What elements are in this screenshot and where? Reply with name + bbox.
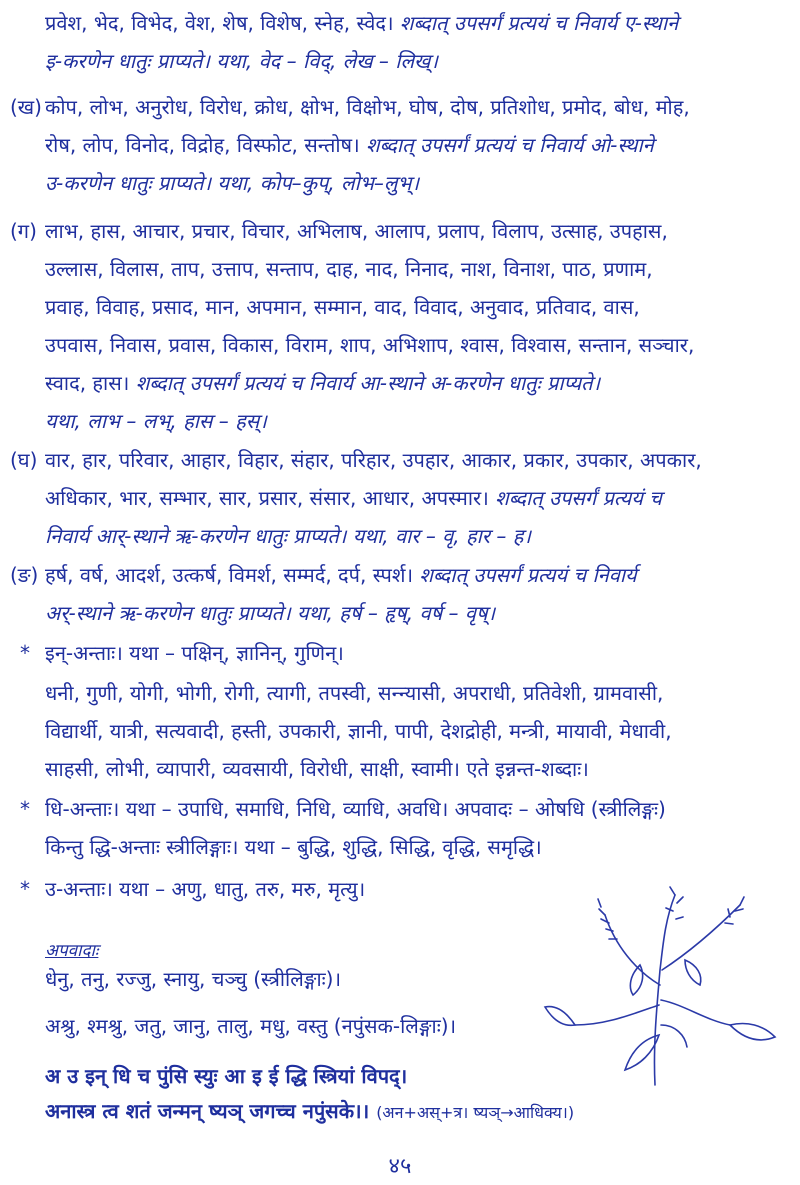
- plain-text: हर्ष, वर्ष, आदर्श, उत्कर्ष, विमर्श, सम्मर्द, दर्प, स्पर्श।: [45, 563, 420, 587]
- italic-text: अर्-स्थाने ऋ-करणेन धातुः प्राप्यते। यथा, हर्ष – हृष्, वर्ष – वृष्।: [45, 601, 496, 625]
- italic-text: शब्दात् उपसर्गं प्रत्ययं च: [495, 486, 662, 510]
- italic-text: शब्दात् उपसर्गं प्रत्ययं च निवार्य ए-स्थाने: [399, 11, 679, 35]
- verse-line-2: [45, 1098, 574, 1126]
- text-line: [45, 218, 668, 244]
- plain-text: प्रवेश, भेद, विभेद, वेश, शेष, विशेष, स्नेह, स्वेद।: [45, 11, 400, 35]
- bullet-star: *: [20, 877, 30, 901]
- exceptions-heading: अपवादाः: [45, 941, 99, 961]
- text-line: [45, 600, 495, 626]
- text-line: [45, 370, 600, 396]
- section-marker: (ख): [10, 95, 42, 119]
- bullet-line: विद्यार्थी, यात्री, सत्यवादी, हस्ती, उपकारी, ज्ञानी, पापी, देशद्रोही, मन्त्री, मायावी, मेधावी,: [45, 719, 672, 743]
- text-line: [45, 256, 653, 282]
- italic-text: शब्दात् उपसर्गं प्रत्ययं च निवार्य: [419, 563, 637, 587]
- verse-note: (अन+अस्+त्र। ष्यञ्→आधिक्य।): [376, 1103, 575, 1122]
- plain-text: वार, हार, परिवार, आहार, विहार, संहार, परिहार, उपहार, आकार, प्रकार, उपकार, अपकार,: [45, 448, 702, 472]
- bullet-line: उ-अन्ताः। यथा – अणु, धातु, तरु, मरु, मृत्यु।: [45, 877, 366, 901]
- text-line: [45, 562, 637, 588]
- text-line: [45, 170, 419, 196]
- plain-text: अधिकार, भार, सम्भार, सार, प्रसार, संसार, आधार, अपस्मार।: [45, 486, 496, 510]
- exception-line-1: धेनु, तनु, रज्जु, स्नायु, चञ्चु (स्त्रीलिङ्गाः)।: [45, 967, 342, 991]
- text-line: [45, 132, 654, 158]
- section-marker: (ङ): [10, 563, 39, 587]
- italic-text: यथा, लाभ – लभ्, हास – हस्।: [45, 409, 267, 433]
- text-line: [45, 94, 690, 120]
- plain-text: स्वाद, हास।: [45, 371, 136, 395]
- tulsi-plant-drawing-icon: [535, 875, 790, 1090]
- plain-text: उपवास, निवास, प्रवास, विकास, विराम, शाप, अभिशाप, श्वास, विश्वास, सन्तान, सञ्चार,: [45, 333, 695, 357]
- plain-text: लाभ, हास, आचार, प्रचार, विचार, अभिलाष, आलाप, प्रलाप, विलाप, उत्साह, उपहास,: [45, 219, 668, 243]
- text-line: [45, 485, 662, 511]
- verse-line-2-text: अनास्त्र त्व शतं जन्मन् ष्यञ् जगच्च नपुंसके।।: [45, 1099, 370, 1123]
- plain-text: कोप, लोभ, अनुरोध, विरोध, क्रोध, क्षोभ, विक्षोभ, घोष, दोष, प्रतिशोध, प्रमोद, बोध, मोह,: [45, 95, 690, 119]
- text-line: [45, 10, 678, 36]
- plain-text: रोष, लोप, विनोद, विद्रोह, विस्फोट, सन्तोष।: [45, 133, 367, 157]
- text-line: [45, 48, 438, 74]
- text-line: [45, 294, 640, 320]
- bullet-line: धि-अन्ताः। यथा – उपाधि, समाधि, निधि, व्याधि, अवधि। अपवादः – ओषधि (स्त्रीलिङ्गः): [45, 797, 666, 821]
- italic-text: उ-करणेन धातुः प्राप्यते। यथा, कोप–कुप्, लोभ–लुभ्।: [45, 171, 420, 195]
- italic-text: शब्दात् उपसर्गं प्रत्ययं च निवार्य ओ-स्थाने: [366, 133, 654, 157]
- plain-text: प्रवाह, विवाह, प्रसाद, मान, अपमान, सम्मान, वाद, विवाद, अनुवाद, प्रतिवाद, वास,: [45, 295, 640, 319]
- page-number: ४५: [388, 1154, 412, 1179]
- italic-text: शब्दात् उपसर्गं प्रत्ययं च निवार्य आ-स्थाने अ-करणेन धातुः प्राप्यते।: [135, 371, 601, 395]
- bullet-line: इन्-अन्ताः। यथा – पक्षिन्, ज्ञानिन्, गुणिन्।: [45, 641, 344, 665]
- bullet-line: धनी, गुणी, योगी, भोगी, रोगी, त्यागी, तपस्वी, सन्न्यासी, अपराधी, प्रतिवेशी, ग्रामवासी,: [45, 681, 664, 705]
- italic-text: निवार्य आर्-स्थाने ऋ-करणेन धातुः प्राप्यते। यथा, वार – वृ, हार – ह।: [45, 524, 531, 548]
- text-line: [45, 408, 267, 434]
- bullet-star: *: [20, 797, 30, 821]
- bullet-line: किन्तु द्धि-अन्ताः स्त्रीलिङ्गाः। यथा – बुद्धि, शुद्धि, सिद्धि, वृद्धि, समृद्धि।: [45, 835, 542, 859]
- exception-line-2: अश्रु, श्मश्रु, जतु, जानु, तालु, मधु, वस्तु (नपुंसक-लिङ्गाः)।: [45, 1014, 457, 1038]
- section-marker: (ग): [10, 219, 37, 243]
- text-line: [45, 447, 702, 473]
- section-marker: (घ): [10, 448, 38, 472]
- text-line: [45, 523, 531, 549]
- plain-text: उल्लास, विलास, ताप, उत्ताप, सन्ताप, दाह, नाद, निनाद, नाश, विनाश, पाठ, प्रणाम,: [45, 257, 653, 281]
- bullet-line: साहसी, लोभी, व्यापारी, व्यवसायी, विरोधी, साक्षी, स्वामी। एते इन्नन्त-शब्दाः।: [45, 757, 589, 781]
- verse-line-1: अ उ इन् धि च पुंसि स्युः आ इ ई द्धि स्त्रियां विपद्।: [45, 1064, 408, 1088]
- italic-text: इ-करणेन धातुः प्राप्यते। यथा, वेद – विद्, लेख – लिख्।: [45, 49, 438, 73]
- bullet-star: *: [20, 641, 30, 665]
- text-line: [45, 332, 694, 358]
